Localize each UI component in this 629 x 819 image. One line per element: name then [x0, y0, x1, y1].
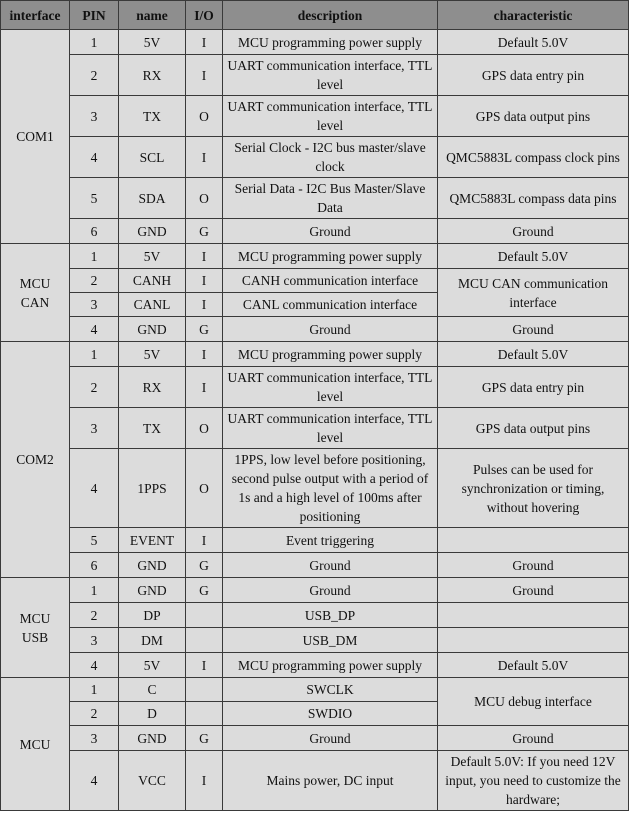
table-row	[1, 449, 629, 528]
description-cell: MCU programming power supply	[223, 30, 438, 55]
table-row	[1, 653, 629, 678]
pin-cell: 6	[70, 219, 119, 244]
characteristic-cell: Default 5.0V	[438, 30, 629, 55]
name-cell: 5V	[119, 244, 186, 269]
description-cell: Event triggering	[223, 528, 438, 553]
characteristic-cell: QMC5883L compass data pins	[438, 178, 629, 219]
io-cell: I	[186, 55, 223, 96]
description-cell: SWCLK	[223, 678, 438, 702]
name-cell: SCL	[119, 137, 186, 178]
table-row	[1, 603, 629, 628]
pin-cell: 3	[70, 628, 119, 653]
description-cell: USB_DP	[223, 603, 438, 628]
io-cell	[186, 628, 223, 653]
pin-cell: 1	[70, 244, 119, 269]
io-cell: I	[186, 293, 223, 317]
characteristic-cell: Default 5.0V	[438, 244, 629, 269]
name-cell: DM	[119, 628, 186, 653]
pin-cell: 3	[70, 293, 119, 317]
table-row	[1, 269, 629, 293]
name-cell: 1PPS	[119, 449, 186, 528]
characteristic-cell: GPS data entry pin	[438, 55, 629, 96]
io-cell	[186, 702, 223, 726]
table-row	[1, 342, 629, 367]
table-row	[1, 367, 629, 408]
interface-cell-mcu: MCU	[1, 678, 70, 811]
characteristic-cell: Ground	[438, 317, 629, 342]
name-cell: RX	[119, 367, 186, 408]
pin-cell: 1	[70, 342, 119, 367]
table-row	[1, 628, 629, 653]
name-cell: SDA	[119, 178, 186, 219]
pin-cell: 2	[70, 55, 119, 96]
header-interface: interface	[1, 1, 70, 30]
characteristic-cell	[438, 628, 629, 653]
interface-cell-mcu-can: MCU CAN	[1, 244, 70, 342]
io-cell: I	[186, 367, 223, 408]
characteristic-cell	[438, 528, 629, 553]
interface-cell-com2: COM2	[1, 342, 70, 578]
io-cell: I	[186, 342, 223, 367]
characteristic-cell: Ground	[438, 553, 629, 578]
description-cell: 1PPS, low level before positioning, second pulse output with a period of 1s and a high level of 100ms after positioning	[223, 449, 438, 528]
pin-cell: 5	[70, 178, 119, 219]
description-cell: Serial Data - I2C Bus Master/Slave Data	[223, 178, 438, 219]
description-cell: MCU programming power supply	[223, 653, 438, 678]
table-row	[1, 244, 629, 269]
characteristic-cell: QMC5883L compass clock pins	[438, 137, 629, 178]
description-cell: Ground	[223, 726, 438, 751]
table-row	[1, 726, 629, 751]
io-cell: I	[186, 269, 223, 293]
table-row	[1, 137, 629, 178]
description-cell: CANH communication interface	[223, 269, 438, 293]
name-cell: CANL	[119, 293, 186, 317]
description-cell: USB_DM	[223, 628, 438, 653]
description-cell: CANL communication interface	[223, 293, 438, 317]
io-cell: G	[186, 553, 223, 578]
io-cell: I	[186, 528, 223, 553]
io-cell: O	[186, 408, 223, 449]
name-cell: CANH	[119, 269, 186, 293]
description-cell: Ground	[223, 578, 438, 603]
pin-cell: 4	[70, 653, 119, 678]
header-description: description	[223, 1, 438, 30]
characteristic-cell: Default 5.0V	[438, 342, 629, 367]
table-row	[1, 408, 629, 449]
characteristic-cell: Ground	[438, 578, 629, 603]
pin-cell: 2	[70, 269, 119, 293]
pin-cell: 4	[70, 751, 119, 811]
name-cell: RX	[119, 55, 186, 96]
io-cell: G	[186, 578, 223, 603]
header-characteristic: characteristic	[438, 1, 629, 30]
characteristic-cell: MCU debug interface	[438, 678, 629, 726]
io-cell: I	[186, 137, 223, 178]
characteristic-cell: GPS data output pins	[438, 408, 629, 449]
table-row	[1, 528, 629, 553]
description-cell: UART communication interface, TTL level	[223, 408, 438, 449]
io-cell: I	[186, 751, 223, 811]
name-cell: GND	[119, 317, 186, 342]
name-cell: 5V	[119, 653, 186, 678]
interface-cell-com1: COM1	[1, 30, 70, 244]
io-cell	[186, 678, 223, 702]
pin-cell: 2	[70, 702, 119, 726]
io-cell: I	[186, 30, 223, 55]
pin-cell: 1	[70, 678, 119, 702]
header-pin: PIN	[70, 1, 119, 30]
name-cell: VCC	[119, 751, 186, 811]
name-cell: EVENT	[119, 528, 186, 553]
io-cell: I	[186, 653, 223, 678]
characteristic-cell: MCU CAN communication interface	[438, 269, 629, 317]
table-row	[1, 219, 629, 244]
description-cell: UART communication interface, TTL level	[223, 367, 438, 408]
name-cell: C	[119, 678, 186, 702]
io-cell: G	[186, 317, 223, 342]
description-cell: Serial Clock - I2C bus master/slave clock	[223, 137, 438, 178]
header-name: name	[119, 1, 186, 30]
io-cell: G	[186, 726, 223, 751]
description-cell: SWDIO	[223, 702, 438, 726]
pin-cell: 1	[70, 30, 119, 55]
name-cell: 5V	[119, 30, 186, 55]
pin-cell: 6	[70, 553, 119, 578]
pin-cell: 4	[70, 449, 119, 528]
name-cell: GND	[119, 578, 186, 603]
name-cell: 5V	[119, 342, 186, 367]
description-cell: UART communication interface, TTL level	[223, 96, 438, 137]
name-cell: GND	[119, 726, 186, 751]
io-cell: O	[186, 96, 223, 137]
name-cell: TX	[119, 96, 186, 137]
io-cell: O	[186, 178, 223, 219]
characteristic-cell: Default 5.0V	[438, 653, 629, 678]
pin-cell: 4	[70, 317, 119, 342]
pin-cell: 3	[70, 408, 119, 449]
table-row	[1, 751, 629, 811]
pin-cell: 3	[70, 726, 119, 751]
table-row	[1, 578, 629, 603]
characteristic-cell: Ground	[438, 726, 629, 751]
table-row	[1, 96, 629, 137]
characteristic-cell: GPS data entry pin	[438, 367, 629, 408]
description-cell: Mains power, DC input	[223, 751, 438, 811]
description-cell: Ground	[223, 219, 438, 244]
characteristic-cell: GPS data output pins	[438, 96, 629, 137]
characteristic-cell: Default 5.0V: If you need 12V input, you need to customize the hardware;	[438, 751, 629, 811]
table-row	[1, 178, 629, 219]
name-cell: TX	[119, 408, 186, 449]
pin-cell: 2	[70, 603, 119, 628]
description-cell: UART communication interface, TTL level	[223, 55, 438, 96]
io-cell: O	[186, 449, 223, 528]
name-cell: GND	[119, 553, 186, 578]
header-row	[1, 1, 629, 30]
description-cell: MCU programming power supply	[223, 244, 438, 269]
characteristic-cell	[438, 603, 629, 628]
description-cell: Ground	[223, 317, 438, 342]
table-row	[1, 30, 629, 55]
pin-cell: 3	[70, 96, 119, 137]
table-row	[1, 678, 629, 702]
characteristic-cell: Ground	[438, 219, 629, 244]
name-cell: D	[119, 702, 186, 726]
name-cell: DP	[119, 603, 186, 628]
io-cell	[186, 603, 223, 628]
table-row	[1, 55, 629, 96]
io-cell: G	[186, 219, 223, 244]
characteristic-cell: Pulses can be used for synchronization or timing, without hovering	[438, 449, 629, 528]
description-cell: Ground	[223, 553, 438, 578]
pin-cell: 4	[70, 137, 119, 178]
table-row	[1, 317, 629, 342]
pin-cell: 2	[70, 367, 119, 408]
interface-cell-mcu-usb: MCU USB	[1, 578, 70, 678]
header-io: I/O	[186, 1, 223, 30]
name-cell: GND	[119, 219, 186, 244]
pin-cell: 1	[70, 578, 119, 603]
io-cell: I	[186, 244, 223, 269]
table-row	[1, 553, 629, 578]
pin-cell: 5	[70, 528, 119, 553]
description-cell: MCU programming power supply	[223, 342, 438, 367]
